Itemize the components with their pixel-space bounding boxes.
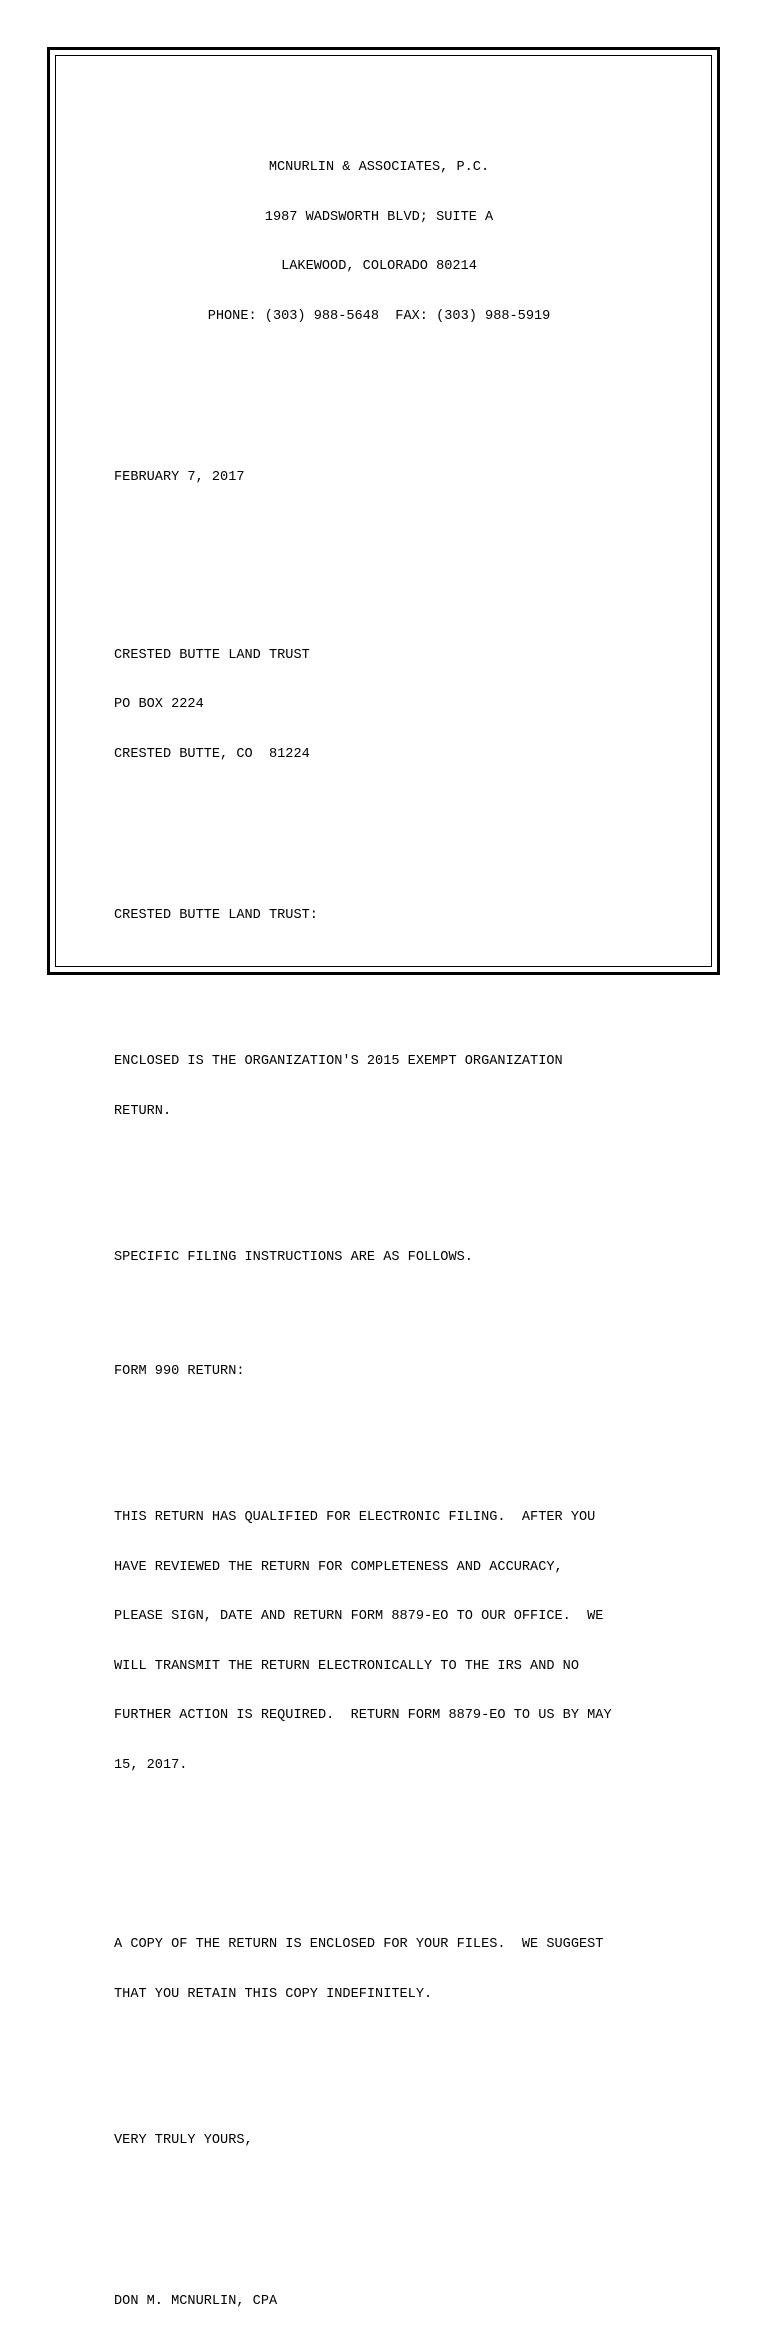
instructions-intro: SPECIFIC FILING INSTRUCTIONS ARE AS FOLLOWS. (114, 1250, 473, 1265)
letter-date: FEBRUARY 7, 2017 (114, 469, 245, 485)
firm-street: 1987 WADSWORTH BLVD; SUITE A (264, 209, 494, 225)
paragraph-copy (114, 1904, 674, 2036)
paragraph-line: 15, 2017. (114, 1757, 188, 1773)
paragraph-line: THIS RETURN HAS QUALIFIED FOR ELECTRONIC FILING. AFTER YOU (114, 1510, 596, 1525)
recipient-city-state-zip: CRESTED BUTTE, CO 81224 (114, 746, 310, 762)
paragraph-enclosed (114, 1021, 674, 1153)
paragraph-line: A COPY OF THE RETURN IS ENCLOSED FOR YOUR FILES. WE SUGGEST (114, 1937, 604, 1952)
signature-name: DON M. MCNURLIN, CPA (114, 2294, 278, 2309)
firm-city-state-zip: LAKEWOOD, COLORADO 80214 (281, 259, 477, 274)
paragraph-line: ENCLOSED IS THE ORGANIZATION'S 2015 EXEMPT ORGANIZATION (114, 1054, 563, 1069)
paragraph-line: RETURN. (114, 1103, 172, 1119)
paragraph-line: FURTHER ACTION IS REQUIRED. RETURN FORM 8879-EO TO US BY MAY (114, 1708, 612, 1723)
letterhead (114, 127, 644, 358)
paragraph-line: HAVE REVIEWED THE RETURN FOR COMPLETENESS AND ACCURACY, (114, 1559, 563, 1575)
recipient-po-box: PO BOX 2224 (114, 697, 204, 712)
paragraph-line: THAT YOU RETAIN THIS COPY INDEFINITELY. (114, 1986, 433, 2002)
closing: VERY TRULY YOURS, (114, 2133, 253, 2148)
recipient-address (114, 615, 674, 797)
paragraph-line: WILL TRANSMIT THE RETURN ELECTRONICALLY TO THE IRS AND NO (114, 1658, 579, 1674)
paragraph-efile (114, 1477, 674, 1807)
firm-name: MCNURLIN & ASSOCIATES, P.C. (268, 160, 490, 175)
form-heading: FORM 990 RETURN: (114, 1363, 245, 1379)
paragraph-line: PLEASE SIGN, DATE AND RETURN FORM 8879-EO TO OUR OFFICE. WE (114, 1609, 604, 1624)
salutation: CRESTED BUTTE LAND TRUST: (114, 907, 318, 923)
firm-phone-fax: PHONE: (303) 988-5648 FAX: (303) 988-5919 (207, 308, 551, 324)
letter-body (114, 94, 674, 2327)
recipient-name: CRESTED BUTTE LAND TRUST (114, 647, 310, 663)
